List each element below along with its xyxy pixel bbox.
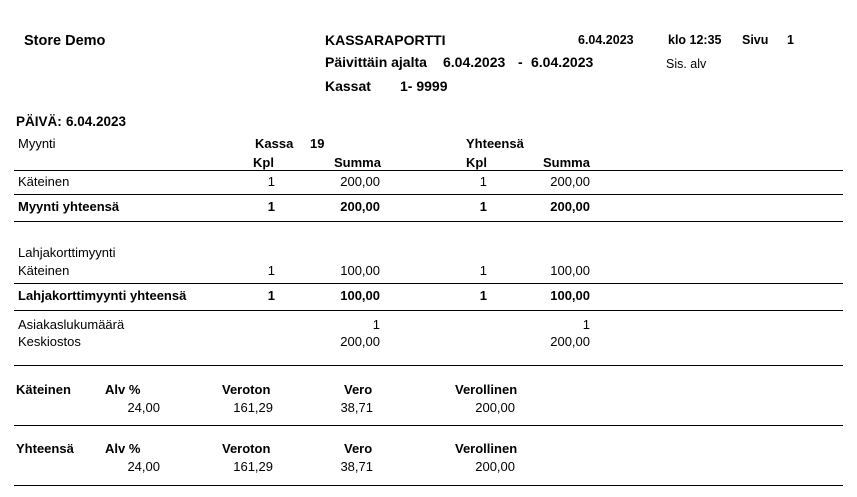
- vat-value-vero: 38,71: [340, 400, 373, 415]
- table-row-yhteensa-summa: 200,00: [550, 174, 590, 189]
- group-register-number: 19: [310, 136, 325, 151]
- section-label-myynti: Myynti: [18, 136, 56, 151]
- vat-col-veroton: Veroton: [222, 441, 271, 456]
- divider-row-1: [14, 221, 843, 222]
- vat-value-veroton: 161,29: [233, 459, 273, 474]
- header-date: 6.04.2023: [578, 33, 634, 47]
- vat-col-vero: Vero: [344, 382, 373, 397]
- stats-row-kassa-value: 1: [372, 317, 380, 332]
- section-label-lahjakorttimyynti: Lahjakorttimyynti: [18, 245, 116, 260]
- group-total-label: Yhteensä: [466, 136, 524, 151]
- vat-col-vero: Vero: [344, 441, 373, 456]
- table-row-kassa-kpl: 1: [267, 263, 275, 278]
- registers-label: Kassat: [325, 78, 371, 94]
- vat-value-alv: 24,00: [127, 400, 160, 415]
- day-label: PÄIVÄ:: [16, 114, 62, 129]
- table-row-yhteensa-kpl: 1: [479, 288, 487, 303]
- vat-block-title: Yhteensä: [16, 441, 74, 456]
- col-header-kpl-yhteensa: Kpl: [466, 155, 487, 170]
- col-header-kpl-kassa: Kpl: [253, 155, 274, 170]
- col-header-summa-yhteensa: Summa: [543, 155, 590, 170]
- vat-value-alv: 24,00: [127, 459, 160, 474]
- vat-col-alv: Alv %: [105, 382, 141, 397]
- divider-columns: [14, 170, 843, 171]
- stats-row-label: Keskiostos: [18, 334, 81, 349]
- stats-row-yhteensa-value: 200,00: [550, 334, 590, 349]
- subtitle-from-date: 6.04.2023: [443, 54, 506, 70]
- table-row-kassa-summa: 100,00: [340, 263, 380, 278]
- vat-col-alv: Alv %: [105, 441, 141, 456]
- subtitle-label: Päivittäin ajalta: [325, 54, 427, 70]
- day-value: 6.04.2023: [66, 114, 127, 129]
- header-page-number: 1: [787, 33, 794, 47]
- divider-giftcard-1: [14, 310, 843, 311]
- vat-col-verollinen: Verollinen: [455, 382, 518, 397]
- registers-range: 1- 9999: [400, 78, 448, 94]
- stats-row-label: Asiakaslukumäärä: [18, 317, 125, 332]
- header-page-label: Sivu: [742, 33, 769, 47]
- table-row-label: Lahjakorttimyynti yhteensä: [18, 288, 187, 303]
- table-row-yhteensa-summa: 200,00: [550, 199, 590, 214]
- table-row-yhteensa-kpl: 1: [479, 174, 487, 189]
- divider-stats: [14, 365, 843, 366]
- table-row-kassa-summa: 200,00: [340, 174, 380, 189]
- table-row-label: Myynti yhteensä: [18, 199, 120, 214]
- table-row-yhteensa-kpl: 1: [479, 263, 487, 278]
- table-row-label: Käteinen: [18, 174, 70, 189]
- vat-value-veroton: 161,29: [233, 400, 273, 415]
- col-header-summa-kassa: Summa: [334, 155, 381, 170]
- table-row-kassa-kpl: 1: [267, 288, 275, 303]
- table-row-yhteensa-kpl: 1: [479, 199, 487, 214]
- vat-value-verollinen: 200,00: [475, 459, 515, 474]
- divider-vat-1: [14, 485, 843, 486]
- vat-block-title: Käteinen: [16, 382, 71, 397]
- subtitle-to-date: 6.04.2023: [531, 54, 594, 70]
- stats-row-kassa-value: 200,00: [340, 334, 380, 349]
- stats-row-yhteensa-value: 1: [582, 317, 590, 332]
- vat-note: Sis. alv: [666, 57, 707, 71]
- group-register-label: Kassa: [255, 136, 294, 151]
- vat-col-verollinen: Verollinen: [455, 441, 518, 456]
- divider-row-0: [14, 194, 843, 195]
- table-row-kassa-summa: 200,00: [340, 199, 380, 214]
- vat-col-veroton: Veroton: [222, 382, 271, 397]
- vat-value-verollinen: 200,00: [475, 400, 515, 415]
- divider-giftcard-0: [14, 283, 843, 284]
- store-name: Store Demo: [24, 33, 106, 49]
- vat-value-vero: 38,71: [340, 459, 373, 474]
- header-time: klo 12:35: [668, 33, 722, 47]
- table-row-yhteensa-summa: 100,00: [550, 288, 590, 303]
- subtitle-dash: -: [518, 54, 523, 70]
- table-row-kassa-kpl: 1: [267, 174, 275, 189]
- table-row-yhteensa-summa: 100,00: [550, 263, 590, 278]
- table-row-label: Käteinen: [18, 263, 70, 278]
- divider-vat-0: [14, 425, 843, 426]
- table-row-kassa-kpl: 1: [267, 199, 275, 214]
- table-row-kassa-summa: 100,00: [340, 288, 380, 303]
- report-title: KASSARAPORTTI: [325, 32, 446, 48]
